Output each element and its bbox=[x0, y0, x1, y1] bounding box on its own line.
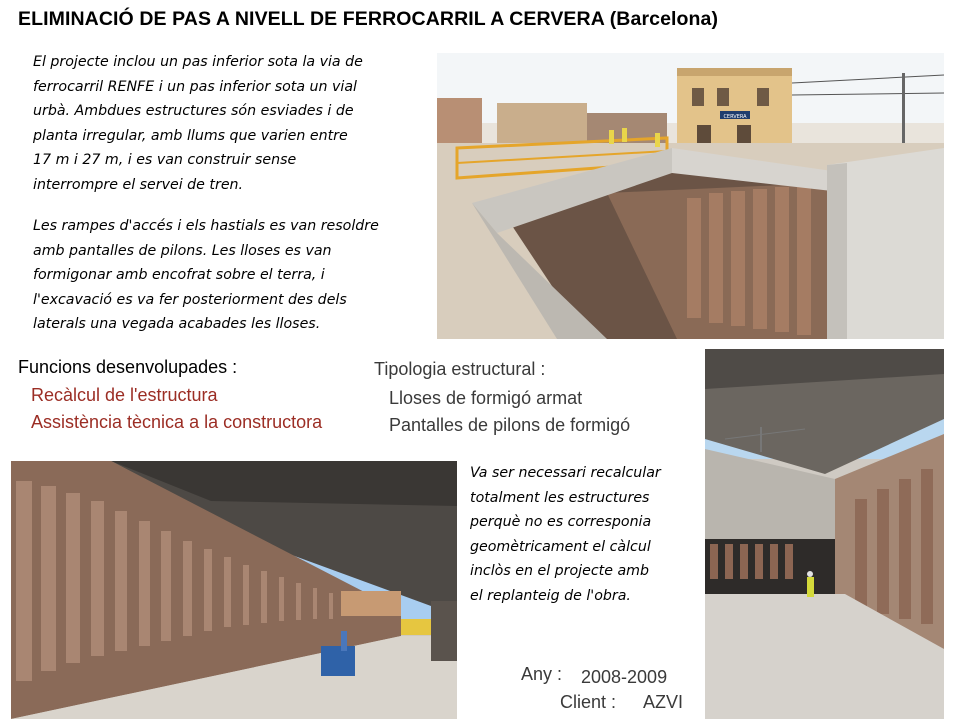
note-line: el replanteig de l'obra. bbox=[470, 587, 631, 604]
year-value: 2008-2009 bbox=[581, 667, 668, 687]
photo-underpass-entrance bbox=[705, 349, 944, 719]
tipologia-heading: Tipologia estructural : bbox=[374, 359, 546, 379]
note-paragraph bbox=[470, 461, 705, 608]
photo-pile-wall bbox=[11, 461, 457, 719]
intro1-line: 17 m i 27 m, i es van construir sense bbox=[33, 152, 297, 168]
page-title bbox=[18, 8, 778, 31]
funcio-item: Assistència tècnica a la constructora bbox=[31, 412, 323, 432]
station-sign: CERVERA bbox=[723, 114, 747, 120]
intro2-line: formigonar amb encofrat sobre el terra, i bbox=[33, 267, 325, 283]
client-label: Client : bbox=[560, 692, 617, 712]
funcio-item: Recàlcul de l'estructura bbox=[31, 385, 218, 405]
client-value: AZVI bbox=[643, 692, 684, 712]
note-line: geomètricament el càlcul bbox=[470, 538, 651, 555]
intro-paragraph-2 bbox=[33, 214, 433, 337]
funcions-heading: Funcions desenvolupades : bbox=[18, 357, 238, 377]
intro2-line: Les rampes d'accés i els hastials es van resoldre bbox=[33, 218, 379, 234]
tipologia-item: Pantalles de pilons de formigó bbox=[389, 415, 631, 435]
intro-paragraph-1 bbox=[33, 50, 433, 197]
photo-station-underpass bbox=[437, 53, 944, 339]
intro1-line: interrompre el servei de tren. bbox=[33, 176, 244, 193]
title-place: (Barcelona) bbox=[609, 8, 719, 30]
tipologia-item: Lloses de formigó armat bbox=[389, 388, 583, 408]
year-label: Any : bbox=[521, 664, 563, 684]
title-main: ELIMINACIÓ DE PAS A NIVELL DE FERROCARRIL A CERVERA bbox=[18, 8, 605, 30]
note-line: Va ser necessari recalcular bbox=[470, 465, 661, 481]
intro1-line: El projecte inclou un pas inferior sota la via de bbox=[33, 54, 363, 70]
intro2-line: l'excavació es va fer posteriorment des dels bbox=[33, 291, 347, 308]
intro2-line: amb pantalles de pilons. Les lloses es van bbox=[33, 242, 332, 259]
note-line: inclòs en el projecte amb bbox=[470, 563, 649, 579]
note-line: perquè no es corresponia bbox=[470, 514, 652, 530]
intro1-line: ferrocarril RENFE i un pas inferior sota un vial bbox=[33, 78, 357, 95]
intro1-line: planta irregular, amb llums que varien entre bbox=[33, 127, 348, 144]
intro2-line: laterals una vegada acabades les lloses. bbox=[33, 316, 321, 332]
note-line: totalment les estructures bbox=[470, 489, 650, 506]
intro1-line: urbà. Ambdues estructures són esviades i de bbox=[33, 103, 354, 119]
